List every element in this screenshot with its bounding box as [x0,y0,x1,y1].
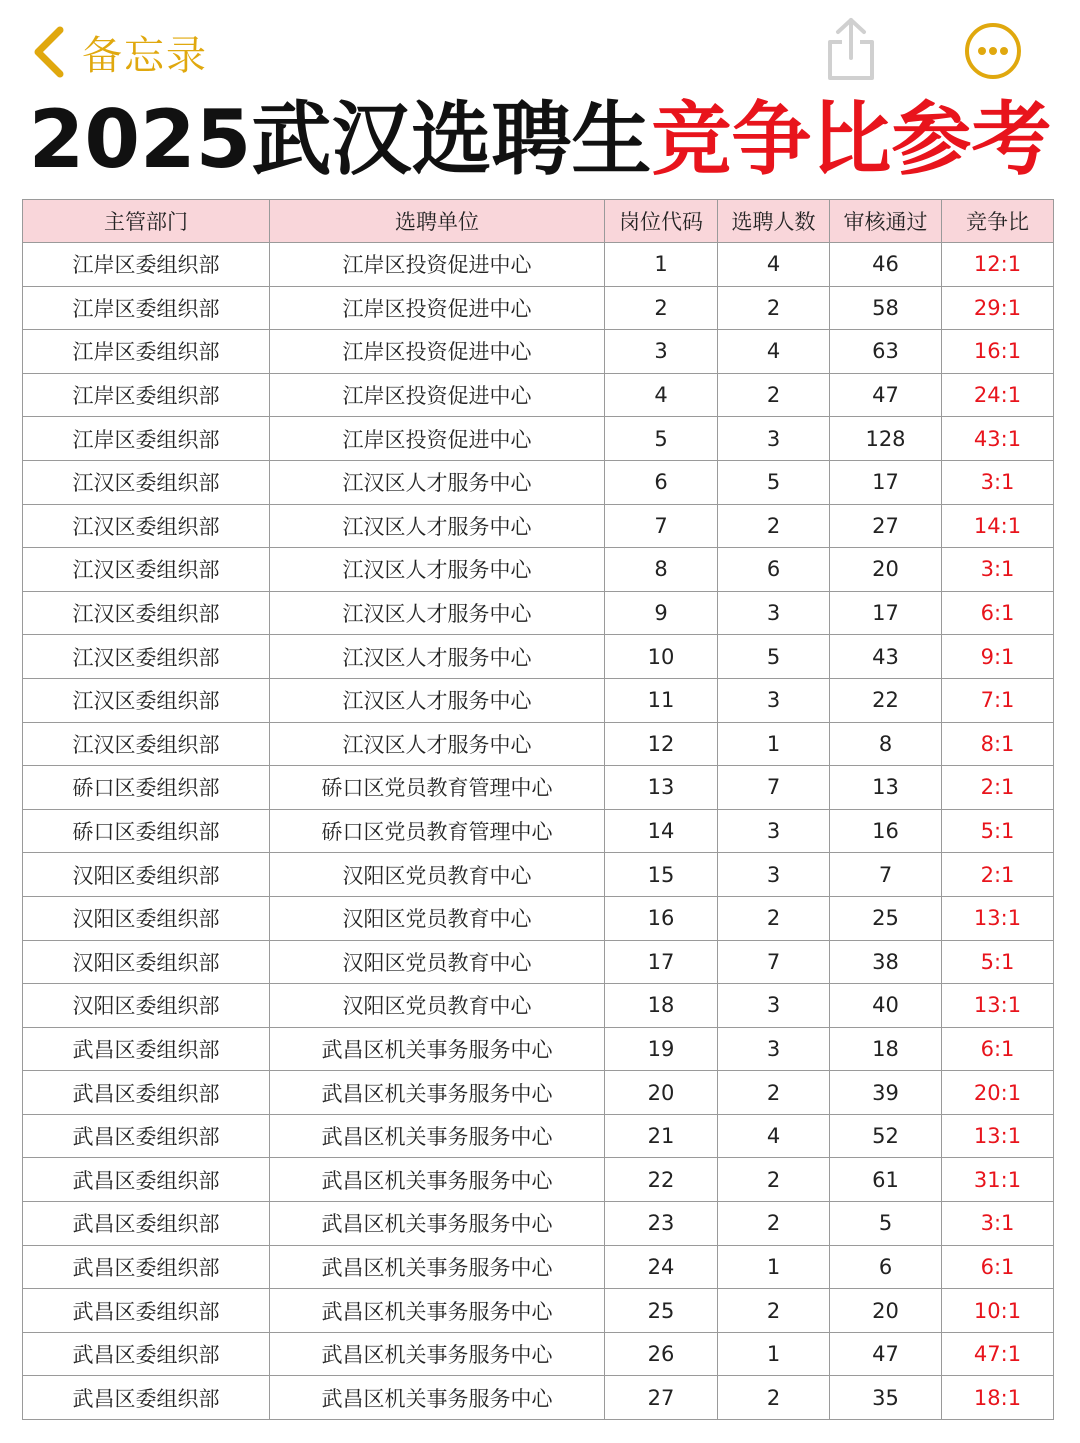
cell-unit: 武昌区机关事务服务中心 [270,1158,605,1202]
header-department: 主管部门 [23,200,270,243]
cell-hires: 2 [718,896,830,940]
cell-approved: 20 [830,548,942,592]
title-highlight: 竞争比参考 [651,93,1052,186]
cell-approved: 128 [830,417,942,461]
cell-post-code: 11 [605,678,718,722]
cell-ratio: 3:1 [942,460,1054,504]
cell-unit: 武昌区机关事务服务中心 [270,1289,605,1333]
page-title [0,93,1080,186]
cell-approved: 35 [830,1376,942,1420]
cell-approved: 17 [830,591,942,635]
cell-hires: 1 [718,1332,830,1376]
cell-hires: 2 [718,1289,830,1333]
table-body [23,243,1054,1420]
cell-ratio: 31:1 [942,1158,1054,1202]
table-row [23,896,1054,940]
cell-hires: 2 [718,373,830,417]
cell-unit: 江汉区人才服务中心 [270,460,605,504]
cell-hires: 3 [718,809,830,853]
cell-post-code: 24 [605,1245,718,1289]
cell-department: 武昌区委组织部 [23,1332,270,1376]
cell-approved: 40 [830,984,942,1028]
cell-unit: 江岸区投资促进中心 [270,243,605,287]
cell-post-code: 26 [605,1332,718,1376]
cell-approved: 5 [830,1202,942,1246]
cell-approved: 17 [830,460,942,504]
cell-unit: 武昌区机关事务服务中心 [270,1202,605,1246]
cell-post-code: 22 [605,1158,718,1202]
back-label: 备忘录 [82,32,208,79]
cell-unit: 武昌区机关事务服务中心 [270,1376,605,1420]
table-row [23,1158,1054,1202]
cell-unit: 汉阳区党员教育中心 [270,896,605,940]
table-row [23,1202,1054,1246]
cell-ratio: 5:1 [942,940,1054,984]
cell-hires: 2 [718,1376,830,1420]
cell-hires: 3 [718,678,830,722]
navigation-bar [0,0,1080,100]
back-button[interactable] [30,22,208,82]
cell-department: 江岸区委组织部 [23,243,270,287]
cell-post-code: 20 [605,1071,718,1115]
cell-department: 武昌区委组织部 [23,1071,270,1115]
cell-ratio: 24:1 [942,373,1054,417]
table-row [23,1376,1054,1420]
cell-approved: 7 [830,853,942,897]
cell-approved: 61 [830,1158,942,1202]
table-row [23,766,1054,810]
cell-approved: 8 [830,722,942,766]
cell-post-code: 13 [605,766,718,810]
cell-unit: 江汉区人才服务中心 [270,678,605,722]
cell-department: 汉阳区委组织部 [23,896,270,940]
cell-ratio: 18:1 [942,1376,1054,1420]
cell-department: 江汉区委组织部 [23,460,270,504]
cell-approved: 43 [830,635,942,679]
table-row [23,809,1054,853]
cell-department: 武昌区委组织部 [23,1376,270,1420]
cell-post-code: 1 [605,243,718,287]
cell-post-code: 10 [605,635,718,679]
title-main: 2025武汉选聘生 [28,93,652,186]
table-row [23,504,1054,548]
table-row [23,940,1054,984]
cell-hires: 2 [718,1071,830,1115]
cell-hires: 6 [718,548,830,592]
cell-post-code: 6 [605,460,718,504]
table-row [23,853,1054,897]
cell-approved: 25 [830,896,942,940]
cell-post-code: 16 [605,896,718,940]
cell-approved: 47 [830,373,942,417]
cell-approved: 27 [830,504,942,548]
cell-approved: 6 [830,1245,942,1289]
cell-unit: 江岸区投资促进中心 [270,330,605,374]
table-row [23,1114,1054,1158]
cell-department: 江汉区委组织部 [23,591,270,635]
cell-approved: 18 [830,1027,942,1071]
cell-unit: 汉阳区党员教育中心 [270,940,605,984]
cell-post-code: 27 [605,1376,718,1420]
header-unit: 选聘单位 [270,200,605,243]
cell-ratio: 5:1 [942,809,1054,853]
cell-approved: 52 [830,1114,942,1158]
cell-department: 江岸区委组织部 [23,417,270,461]
cell-department: 江岸区委组织部 [23,330,270,374]
cell-post-code: 7 [605,504,718,548]
cell-hires: 2 [718,504,830,548]
cell-approved: 38 [830,940,942,984]
table-row [23,548,1054,592]
cell-approved: 47 [830,1332,942,1376]
cell-unit: 武昌区机关事务服务中心 [270,1245,605,1289]
cell-post-code: 25 [605,1289,718,1333]
cell-department: 江汉区委组织部 [23,635,270,679]
cell-hires: 3 [718,417,830,461]
cell-unit: 武昌区机关事务服务中心 [270,1071,605,1115]
cell-hires: 7 [718,766,830,810]
cell-department: 武昌区委组织部 [23,1202,270,1246]
cell-ratio: 13:1 [942,1114,1054,1158]
cell-hires: 5 [718,635,830,679]
cell-department: 江岸区委组织部 [23,286,270,330]
cell-post-code: 23 [605,1202,718,1246]
cell-unit: 江汉区人才服务中心 [270,504,605,548]
cell-post-code: 5 [605,417,718,461]
share-icon[interactable] [822,16,880,82]
cell-ratio: 7:1 [942,678,1054,722]
cell-approved: 39 [830,1071,942,1115]
cell-ratio: 10:1 [942,1289,1054,1333]
cell-hires: 3 [718,1027,830,1071]
cell-approved: 13 [830,766,942,810]
cell-post-code: 21 [605,1114,718,1158]
cell-hires: 5 [718,460,830,504]
cell-ratio: 6:1 [942,1027,1054,1071]
header-post-code: 岗位代码 [605,200,718,243]
cell-ratio: 2:1 [942,853,1054,897]
table-row [23,417,1054,461]
cell-ratio: 2:1 [942,766,1054,810]
header-hires: 选聘人数 [718,200,830,243]
table-row [23,1027,1054,1071]
table-row [23,1289,1054,1333]
cell-unit: 江岸区投资促进中心 [270,417,605,461]
cell-ratio: 43:1 [942,417,1054,461]
cell-department: 江汉区委组织部 [23,548,270,592]
cell-department: 武昌区委组织部 [23,1114,270,1158]
cell-post-code: 17 [605,940,718,984]
cell-hires: 4 [718,330,830,374]
cell-approved: 20 [830,1289,942,1333]
table-row [23,678,1054,722]
table-header-row [23,200,1054,243]
cell-ratio: 12:1 [942,243,1054,287]
cell-hires: 7 [718,940,830,984]
cell-department: 武昌区委组织部 [23,1289,270,1333]
cell-unit: 硚口区党员教育管理中心 [270,766,605,810]
cell-department: 江岸区委组织部 [23,373,270,417]
cell-post-code: 2 [605,286,718,330]
cell-post-code: 3 [605,330,718,374]
cell-post-code: 15 [605,853,718,897]
cell-hires: 1 [718,1245,830,1289]
cell-unit: 武昌区机关事务服务中心 [270,1332,605,1376]
cell-hires: 4 [718,243,830,287]
cell-post-code: 9 [605,591,718,635]
cell-ratio: 8:1 [942,722,1054,766]
cell-ratio: 47:1 [942,1332,1054,1376]
table-row [23,722,1054,766]
cell-unit: 江汉区人才服务中心 [270,591,605,635]
cell-unit: 江岸区投资促进中心 [270,286,605,330]
table-row [23,330,1054,374]
cell-hires: 4 [718,1114,830,1158]
cell-department: 硚口区委组织部 [23,809,270,853]
table-row [23,243,1054,287]
table-row [23,635,1054,679]
cell-post-code: 12 [605,722,718,766]
table-row [23,1332,1054,1376]
cell-post-code: 14 [605,809,718,853]
table-row [23,1245,1054,1289]
cell-unit: 江汉区人才服务中心 [270,722,605,766]
cell-ratio: 13:1 [942,896,1054,940]
cell-approved: 46 [830,243,942,287]
table-row [23,984,1054,1028]
cell-unit: 武昌区机关事务服务中心 [270,1114,605,1158]
cell-ratio: 3:1 [942,1202,1054,1246]
cell-hires: 3 [718,853,830,897]
cell-hires: 2 [718,1202,830,1246]
cell-ratio: 29:1 [942,286,1054,330]
cell-unit: 江汉区人才服务中心 [270,635,605,679]
cell-hires: 3 [718,984,830,1028]
cell-ratio: 13:1 [942,984,1054,1028]
header-approved: 审核通过 [830,200,942,243]
cell-hires: 3 [718,591,830,635]
cell-approved: 63 [830,330,942,374]
chevron-left-icon [30,24,68,80]
cell-department: 汉阳区委组织部 [23,984,270,1028]
cell-approved: 22 [830,678,942,722]
cell-department: 硚口区委组织部 [23,766,270,810]
cell-approved: 58 [830,286,942,330]
table-row [23,286,1054,330]
cell-ratio: 6:1 [942,1245,1054,1289]
table-row [23,373,1054,417]
cell-unit: 武昌区机关事务服务中心 [270,1027,605,1071]
cell-department: 汉阳区委组织部 [23,940,270,984]
cell-hires: 1 [718,722,830,766]
cell-unit: 汉阳区党员教育中心 [270,853,605,897]
cell-approved: 16 [830,809,942,853]
cell-unit: 江汉区人才服务中心 [270,548,605,592]
cell-post-code: 18 [605,984,718,1028]
header-ratio: 竞争比 [942,200,1054,243]
table-row [23,460,1054,504]
cell-unit: 硚口区党员教育管理中心 [270,809,605,853]
cell-ratio: 6:1 [942,591,1054,635]
cell-post-code: 19 [605,1027,718,1071]
cell-unit: 江岸区投资促进中心 [270,373,605,417]
cell-post-code: 4 [605,373,718,417]
cell-department: 江汉区委组织部 [23,504,270,548]
table-row [23,1071,1054,1115]
cell-department: 汉阳区委组织部 [23,853,270,897]
cell-department: 武昌区委组织部 [23,1027,270,1071]
competition-table [22,199,1054,1420]
cell-ratio: 20:1 [942,1071,1054,1115]
cell-ratio: 16:1 [942,330,1054,374]
cell-ratio: 9:1 [942,635,1054,679]
table-row [23,591,1054,635]
cell-unit: 汉阳区党员教育中心 [270,984,605,1028]
cell-department: 武昌区委组织部 [23,1158,270,1202]
cell-hires: 2 [718,1158,830,1202]
cell-ratio: 3:1 [942,548,1054,592]
more-icon[interactable] [964,22,1022,80]
cell-post-code: 8 [605,548,718,592]
cell-ratio: 14:1 [942,504,1054,548]
cell-department: 江汉区委组织部 [23,722,270,766]
cell-department: 武昌区委组织部 [23,1245,270,1289]
cell-hires: 2 [718,286,830,330]
cell-department: 江汉区委组织部 [23,678,270,722]
